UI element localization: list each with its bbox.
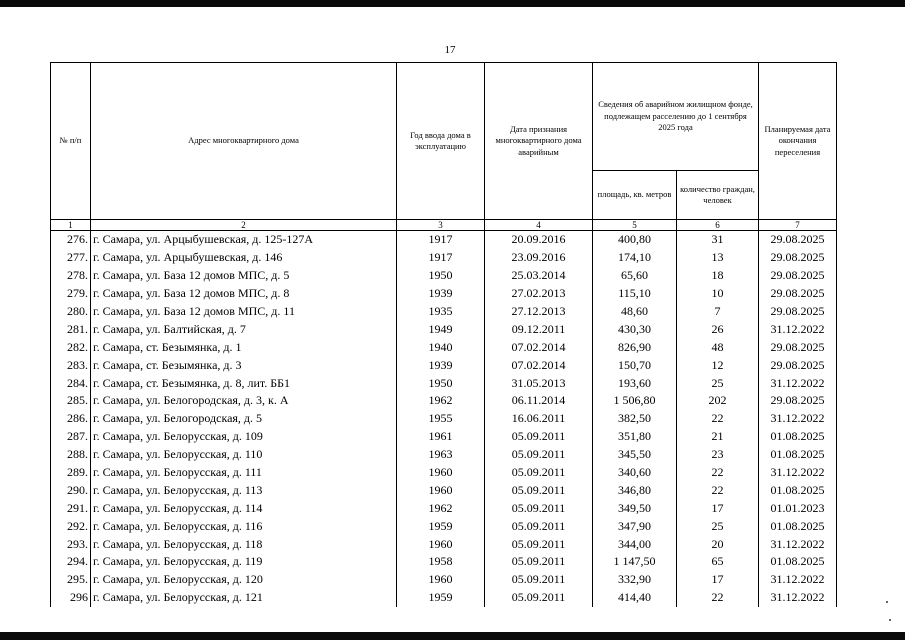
year-cell: 1940: [397, 338, 485, 356]
row-number: 291.: [51, 499, 91, 517]
residents-cell: 17: [677, 571, 759, 589]
year-cell: 1958: [397, 553, 485, 571]
address-cell: г. Самара, ул. База 12 домов МПС, д. 5: [91, 267, 397, 285]
year-cell: 1950: [397, 267, 485, 285]
address-cell: г. Самара, ст. Безымянка, д. 8, лит. ББ1: [91, 374, 397, 392]
residents-cell: 22: [677, 464, 759, 482]
residents-cell: 23: [677, 446, 759, 464]
residents-cell: 22: [677, 410, 759, 428]
planned-date-cell: 29.08.2025: [759, 285, 837, 303]
table-row: [51, 553, 837, 571]
address-cell: г. Самара, ул. Белорусская, д. 110: [91, 446, 397, 464]
row-number: 285.: [51, 392, 91, 410]
area-cell: 351,80: [593, 428, 677, 446]
row-number: 288.: [51, 446, 91, 464]
row-number: 290.: [51, 481, 91, 499]
scan-speck: [886, 601, 888, 603]
column-number: 7: [759, 220, 837, 231]
year-cell: 1963: [397, 446, 485, 464]
address-cell: г. Самара, ст. Безымянка, д. 3: [91, 356, 397, 374]
column-number: 1: [51, 220, 91, 231]
planned-date-cell: 01.08.2025: [759, 446, 837, 464]
column-number: 4: [485, 220, 593, 231]
table-row: [51, 446, 837, 464]
residents-cell: 10: [677, 285, 759, 303]
recognition-date-cell: 05.09.2011: [485, 589, 593, 607]
planned-date-cell: 29.08.2025: [759, 303, 837, 321]
scan-bottom-border: [0, 632, 905, 640]
row-number: 277.: [51, 249, 91, 267]
column-number: 6: [677, 220, 759, 231]
table-row: [51, 320, 837, 338]
header-area: площадь, кв. метров: [593, 171, 677, 220]
table-row: [51, 249, 837, 267]
table-row: [51, 267, 837, 285]
address-cell: г. Самара, ул. База 12 домов МПС, д. 8: [91, 285, 397, 303]
table-body: [51, 231, 837, 607]
residents-cell: 20: [677, 535, 759, 553]
row-number: 279.: [51, 285, 91, 303]
planned-date-cell: 29.08.2025: [759, 249, 837, 267]
recognition-date-cell: 23.09.2016: [485, 249, 593, 267]
row-number: 283.: [51, 356, 91, 374]
residents-cell: 31: [677, 231, 759, 249]
year-cell: 1959: [397, 589, 485, 607]
address-cell: г. Самара, ул. Белогородская, д. 5: [91, 410, 397, 428]
area-cell: 193,60: [593, 374, 677, 392]
table-row: [51, 464, 837, 482]
recognition-date-cell: 20.09.2016: [485, 231, 593, 249]
address-cell: г. Самара, ст. Безымянка, д. 1: [91, 338, 397, 356]
planned-date-cell: 31.12.2022: [759, 589, 837, 607]
year-cell: 1960: [397, 535, 485, 553]
year-cell: 1960: [397, 571, 485, 589]
area-cell: 1 147,50: [593, 553, 677, 571]
table-row: [51, 535, 837, 553]
planned-date-cell: 31.12.2022: [759, 464, 837, 482]
row-number: 293.: [51, 535, 91, 553]
scan-speck: [889, 619, 891, 621]
header-year: Год ввода дома в эксплуатацию: [397, 63, 485, 220]
recognition-date-cell: 27.02.2013: [485, 285, 593, 303]
residents-cell: 18: [677, 267, 759, 285]
header-address: Адрес многоквартирного дома: [91, 63, 397, 220]
address-cell: г. Самара, ул. Арцыбушевская, д. 146: [91, 249, 397, 267]
recognition-date-cell: 31.05.2013: [485, 374, 593, 392]
area-cell: 430,30: [593, 320, 677, 338]
year-cell: 1962: [397, 392, 485, 410]
address-cell: г. Самара, ул. Белогородская, д. 3, к. А: [91, 392, 397, 410]
row-number: 289.: [51, 464, 91, 482]
recognition-date-cell: 05.09.2011: [485, 499, 593, 517]
year-cell: 1939: [397, 285, 485, 303]
recognition-date-cell: 05.09.2011: [485, 517, 593, 535]
area-cell: 332,90: [593, 571, 677, 589]
area-cell: 340,60: [593, 464, 677, 482]
address-cell: г. Самара, ул. Белорусская, д. 109: [91, 428, 397, 446]
header-residents: количество граждан, человек: [677, 171, 759, 220]
planned-date-cell: 31.12.2022: [759, 535, 837, 553]
planned-date-cell: 29.08.2025: [759, 231, 837, 249]
row-number: 296: [51, 589, 91, 607]
recognition-date-cell: 27.12.2013: [485, 303, 593, 321]
recognition-date-cell: 09.12.2011: [485, 320, 593, 338]
year-cell: 1950: [397, 374, 485, 392]
residents-cell: 22: [677, 481, 759, 499]
table-row: [51, 571, 837, 589]
area-cell: 382,50: [593, 410, 677, 428]
table-row: [51, 356, 837, 374]
table-row: [51, 374, 837, 392]
recognition-date-cell: 05.09.2011: [485, 535, 593, 553]
table-row: [51, 410, 837, 428]
residents-cell: 22: [677, 589, 759, 607]
residents-cell: 25: [677, 374, 759, 392]
recognition-date-cell: 06.11.2014: [485, 392, 593, 410]
address-cell: г. Самара, ул. Белорусская, д. 119: [91, 553, 397, 571]
year-cell: 1939: [397, 356, 485, 374]
row-number: 282.: [51, 338, 91, 356]
year-cell: 1935: [397, 303, 485, 321]
residents-cell: 25: [677, 517, 759, 535]
area-cell: 345,50: [593, 446, 677, 464]
residents-cell: 48: [677, 338, 759, 356]
recognition-date-cell: 16.06.2011: [485, 410, 593, 428]
header-number: № п/п: [51, 63, 91, 220]
table-row: [51, 231, 837, 249]
row-number: 281.: [51, 320, 91, 338]
address-cell: г. Самара, ул. Арцыбушевская, д. 125-127А: [91, 231, 397, 249]
area-cell: 65,60: [593, 267, 677, 285]
residents-cell: 21: [677, 428, 759, 446]
year-cell: 1955: [397, 410, 485, 428]
area-cell: 826,90: [593, 338, 677, 356]
row-number: 284.: [51, 374, 91, 392]
residents-cell: 26: [677, 320, 759, 338]
planned-date-cell: 29.08.2025: [759, 267, 837, 285]
planned-date-cell: 29.08.2025: [759, 392, 837, 410]
planned-date-cell: 01.08.2025: [759, 553, 837, 571]
planned-date-cell: 01.08.2025: [759, 481, 837, 499]
recognition-date-cell: 05.09.2011: [485, 428, 593, 446]
area-cell: 344,00: [593, 535, 677, 553]
year-cell: 1949: [397, 320, 485, 338]
recognition-date-cell: 07.02.2014: [485, 356, 593, 374]
planned-date-cell: 29.08.2025: [759, 338, 837, 356]
planned-date-cell: 01.01.2023: [759, 499, 837, 517]
area-cell: 347,90: [593, 517, 677, 535]
table-row: [51, 589, 837, 607]
year-cell: 1960: [397, 464, 485, 482]
row-number: 276.: [51, 231, 91, 249]
header-recognition-date: Дата признания многоквартирного дома аварийным: [485, 63, 593, 220]
table-row: [51, 517, 837, 535]
planned-date-cell: 31.12.2022: [759, 320, 837, 338]
year-cell: 1917: [397, 231, 485, 249]
area-cell: 400,80: [593, 231, 677, 249]
area-cell: 1 506,80: [593, 392, 677, 410]
residents-cell: 65: [677, 553, 759, 571]
row-number: 295.: [51, 571, 91, 589]
row-number: 280.: [51, 303, 91, 321]
column-number: 3: [397, 220, 485, 231]
table-row: [51, 338, 837, 356]
year-cell: 1961: [397, 428, 485, 446]
year-cell: 1959: [397, 517, 485, 535]
address-cell: г. Самара, ул. Белорусская, д. 118: [91, 535, 397, 553]
table-row: [51, 392, 837, 410]
address-cell: г. Самара, ул. Белорусская, д. 121: [91, 589, 397, 607]
address-cell: г. Самара, ул. Белорусская, д. 116: [91, 517, 397, 535]
recognition-date-cell: 07.02.2014: [485, 338, 593, 356]
planned-date-cell: 01.08.2025: [759, 517, 837, 535]
area-cell: 346,80: [593, 481, 677, 499]
table-row: [51, 285, 837, 303]
residents-cell: 12: [677, 356, 759, 374]
address-cell: г. Самара, ул. Белорусская, д. 111: [91, 464, 397, 482]
area-cell: 115,10: [593, 285, 677, 303]
address-cell: г. Самара, ул. Балтийская, д. 7: [91, 320, 397, 338]
planned-date-cell: 29.08.2025: [759, 356, 837, 374]
planned-date-cell: 31.12.2022: [759, 374, 837, 392]
year-cell: 1960: [397, 481, 485, 499]
row-number: 292.: [51, 517, 91, 535]
recognition-date-cell: 05.09.2011: [485, 553, 593, 571]
table-row: [51, 428, 837, 446]
table-row: [51, 481, 837, 499]
address-cell: г. Самара, ул. Белорусская, д. 114: [91, 499, 397, 517]
row-number: 286.: [51, 410, 91, 428]
residents-cell: 17: [677, 499, 759, 517]
year-cell: 1962: [397, 499, 485, 517]
address-cell: г. Самара, ул. Белорусская, д. 120: [91, 571, 397, 589]
area-cell: 174,10: [593, 249, 677, 267]
header-fund-info: Сведения об аварийном жилищном фонде, подлежащем расселению до 1 сентября 2025 года: [593, 63, 759, 171]
row-number: 287.: [51, 428, 91, 446]
planned-date-cell: 31.12.2022: [759, 410, 837, 428]
residents-cell: 7: [677, 303, 759, 321]
area-cell: 349,50: [593, 499, 677, 517]
area-cell: 150,70: [593, 356, 677, 374]
header-planned-date: Планируемая дата окончания переселения: [759, 63, 837, 220]
scan-top-border: [0, 0, 905, 7]
column-number: 5: [593, 220, 677, 231]
emergency-housing-table: [50, 62, 837, 607]
residents-cell: 202: [677, 392, 759, 410]
year-cell: 1917: [397, 249, 485, 267]
residents-cell: 13: [677, 249, 759, 267]
row-number: 278.: [51, 267, 91, 285]
recognition-date-cell: 05.09.2011: [485, 481, 593, 499]
recognition-date-cell: 05.09.2011: [485, 464, 593, 482]
area-cell: 414,40: [593, 589, 677, 607]
area-cell: 48,60: [593, 303, 677, 321]
recognition-date-cell: 05.09.2011: [485, 571, 593, 589]
table-row: [51, 303, 837, 321]
recognition-date-cell: 05.09.2011: [485, 446, 593, 464]
address-cell: г. Самара, ул. База 12 домов МПС, д. 11: [91, 303, 397, 321]
planned-date-cell: 01.08.2025: [759, 428, 837, 446]
planned-date-cell: 31.12.2022: [759, 571, 837, 589]
page-number: 17: [444, 44, 456, 56]
column-number: 2: [91, 220, 397, 231]
table-row: [51, 499, 837, 517]
recognition-date-cell: 25.03.2014: [485, 267, 593, 285]
address-cell: г. Самара, ул. Белорусская, д. 113: [91, 481, 397, 499]
row-number: 294.: [51, 553, 91, 571]
